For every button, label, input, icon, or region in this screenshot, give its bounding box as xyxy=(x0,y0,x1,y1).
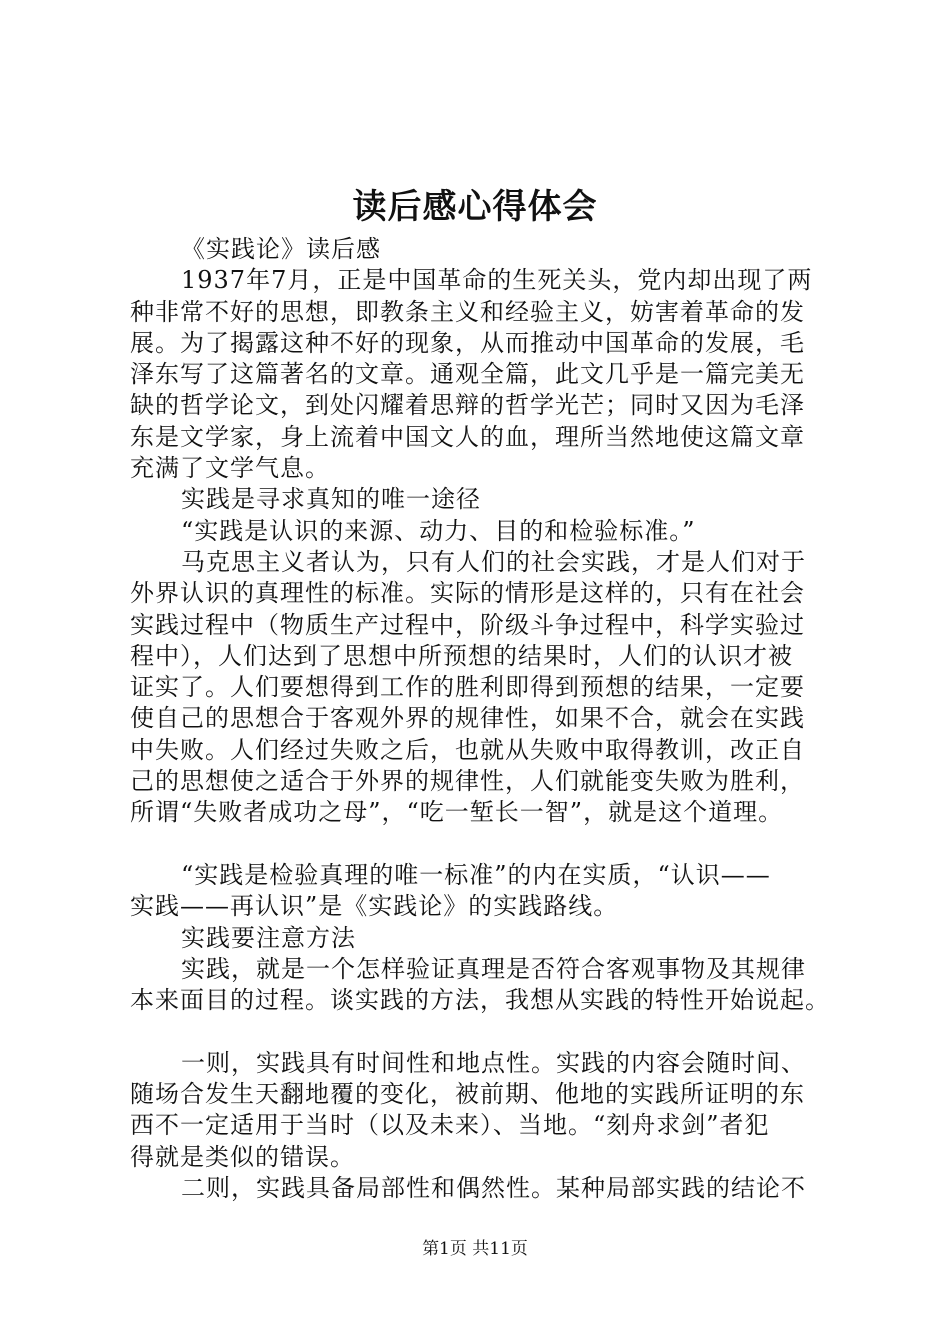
paragraph-line: 缺的哲学论文，到处闪耀着思辩的哲学光芒；同时又因为毛泽 xyxy=(130,391,805,420)
paragraph-line: 所谓“失败者成功之母”，“吃一堑长一智”，就是这个道理。 xyxy=(130,798,784,827)
paragraph-line: 己的思想使之适合于外界的规律性，人们就能变失败为胜利， xyxy=(130,767,805,796)
section-heading: 实践是寻求真知的唯一途径 xyxy=(181,485,481,514)
section-heading: 实践要注意方法 xyxy=(181,923,356,952)
paragraph-line: 一则，实践具有时间性和地点性。实践的内容会随时间、 xyxy=(181,1048,806,1077)
paragraph-line: 得就是类似的错误。 xyxy=(130,1142,355,1171)
paragraph-line: 实践，就是一个怎样验证真理是否符合客观事物及其规律 xyxy=(181,954,806,983)
subtitle-line: 《实践论》读后感 xyxy=(181,235,381,263)
paragraph-line: 1937年7月，正是中国革命的生死关头，党内却出现了两 xyxy=(181,266,813,295)
paragraph-line: 实践——再认识”是《实践论》的实践路线。 xyxy=(130,892,619,921)
paragraph-line: 本来面目的过程。谈实践的方法，我想从实践的特性开始说起。 xyxy=(130,986,830,1015)
paragraph-line: 西不一定适用于当时（以及未来）、当地。“刻舟求剑”者犯 xyxy=(130,1111,770,1140)
paragraph-line: 实践过程中（物质生产过程中，阶级斗争过程中，科学实验过 xyxy=(130,610,805,639)
paragraph-line: 二则，实践具备局部性和偶然性。某种局部实践的结论不 xyxy=(181,1173,806,1202)
paragraph-line: 东是文学家，身上流着中国文人的血，理所当然地使这篇文章 xyxy=(130,422,805,451)
paragraph-line: 中失败。人们经过失败之后，也就从失败中取得教训，改正自 xyxy=(130,735,805,764)
paragraph-line: 外界认识的真理性的标准。实际的情形是这样的，只有在社会 xyxy=(130,579,805,608)
quote-line: “实践是认识的来源、动力、目的和检验标准。” xyxy=(181,516,696,545)
document-body xyxy=(130,234,840,1204)
document-title: 读后感心得体会 xyxy=(352,187,598,227)
blank-line xyxy=(130,1016,840,1047)
paragraph-line: 程中），人们达到了思想中所预想的结果时，人们的认识才被 xyxy=(130,641,793,670)
paragraph-line: 泽东写了这篇著名的文章。通观全篇，此文几乎是一篇完美无 xyxy=(130,360,805,389)
paragraph-line: 马克思主义者认为，只有人们的社会实践，才是人们对于 xyxy=(181,547,806,576)
paragraph-line: 证实了。人们要想得到工作的胜利即得到预想的结果，一定要 xyxy=(130,673,805,702)
paragraph-line: 使自己的思想合于客观外界的规律性，如果不合，就会在实践 xyxy=(130,704,805,733)
page-footer: 第1页 共11页 xyxy=(422,1239,528,1259)
paragraph-line: 展。为了揭露这种不好的现象，从而推动中国革命的发展，毛 xyxy=(130,328,805,357)
paragraph-line: “实践是检验真理的唯一标准”的内在实质，“认识—— xyxy=(181,860,771,889)
paragraph-line: 随场合发生天翻地覆的变化，被前期、他地的实践所证明的东 xyxy=(130,1080,805,1109)
paragraph-line: 充满了文学气息。 xyxy=(130,454,330,483)
paragraph-line: 种非常不好的思想，即教条主义和经验主义，妨害着革命的发 xyxy=(130,297,805,326)
blank-line xyxy=(130,829,840,860)
